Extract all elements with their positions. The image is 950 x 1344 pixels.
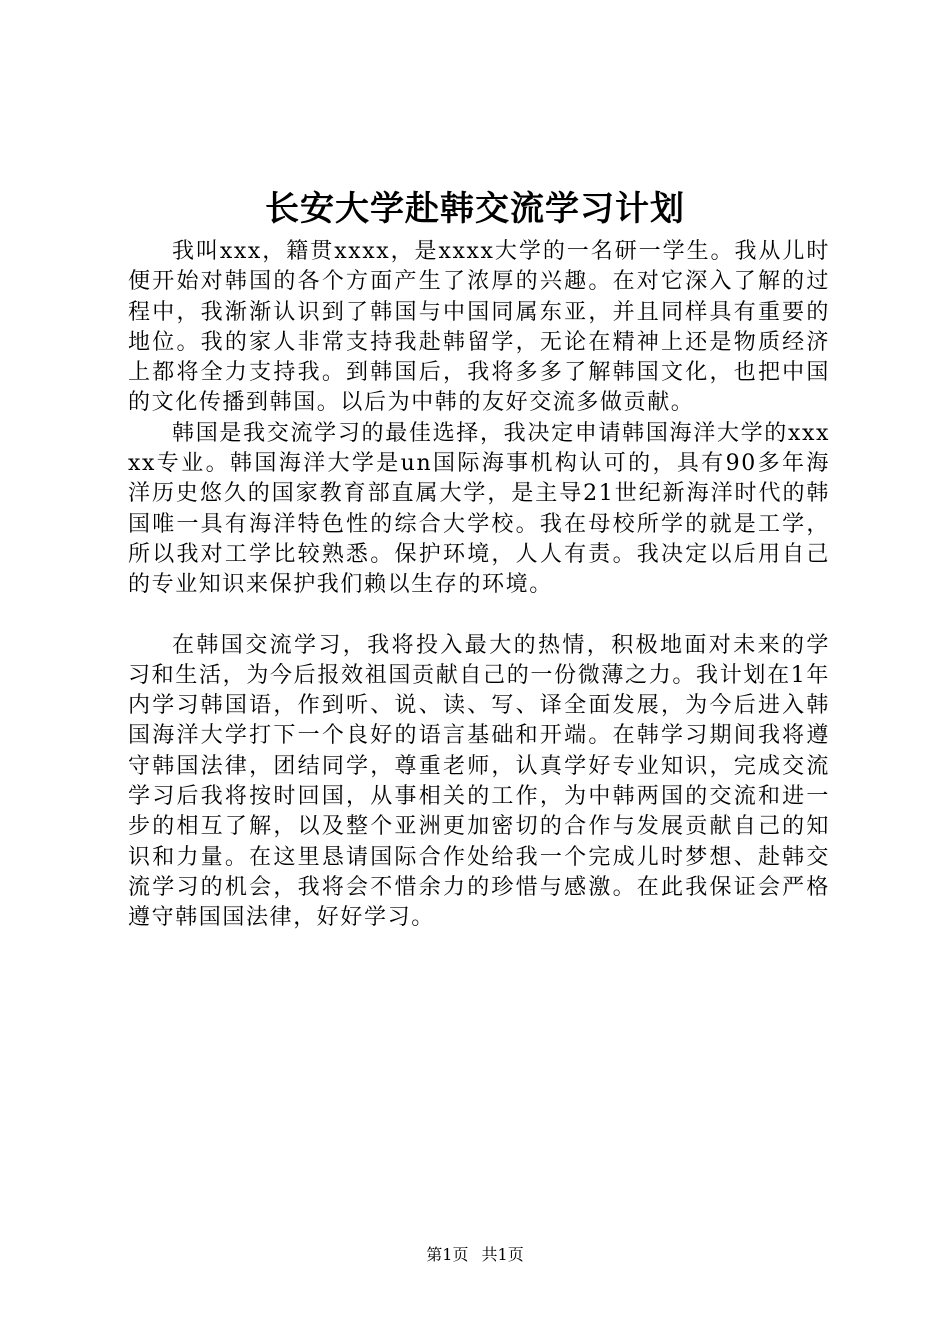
document-body [128, 237, 830, 934]
page-total: 共1页 [481, 1245, 524, 1264]
page-footer [0, 1244, 950, 1266]
document-title: 长安大学赴韩交流学习计划 [265, 189, 685, 229]
paragraph-choice: 韩国是我交流学习的最佳选择，我决定申请韩国海洋大学的xxxxx专业。韩国海洋大学是un国际海事机构认可的，具有90多年海洋历史悠久的国家教育部直属大学，是主导21世纪新海洋时代的韩国唯一具有海洋特色性的综合大学校。我在母校所学的就是工学，所以我对工学比较熟悉。保护环境，人人有责。我决定以后用自己的专业知识来保护我们赖以生存的环境。 [128, 420, 830, 598]
paragraph-plan: 在韩国交流学习，我将投入最大的热情，积极地面对未来的学习和生活，为今后报效祖国贡献自己的一份微薄之力。我计划在1年内学习韩国语，作到听、说、读、写、译全面发展，为今后进入韩国海洋大学打下一个良好的语言基础和开端。在韩学习期间我将遵守韩国法律，团结同学，尊重老师，认真学好专业知识，完成交流学习后我将按时回国，从事相关的工作，为中韩两国的交流和进一步的相互了解，以及整个亚洲更加密切的合作与发展贡献自己的知识和力量。在这里恳请国际合作处给我一个完成儿时梦想、赴韩交流学习的机会，我将会不惜余力的珍惜与感激。在此我保证会严格遵守韩国国法律，好好学习。 [128, 632, 830, 931]
paragraph-gap [128, 601, 830, 631]
paragraph-intro: 我叫xxx，籍贯xxxx，是xxxx大学的一名研一学生。我从儿时便开始对韩国的各个方面产生了浓厚的兴趣。在对它深入了解的过程中，我渐渐认识到了韩国与中国同属东亚，并且同样具有重要的地位。我的家人非常支持我赴韩留学，无论在精神上还是物质经济上都将全力支持我。到韩国后，我将多多了解韩国文化，也把中国的文化传播到韩国。以后为中韩的友好交流多做贡献。 [128, 239, 830, 416]
page-number: 第1页 [426, 1245, 469, 1264]
